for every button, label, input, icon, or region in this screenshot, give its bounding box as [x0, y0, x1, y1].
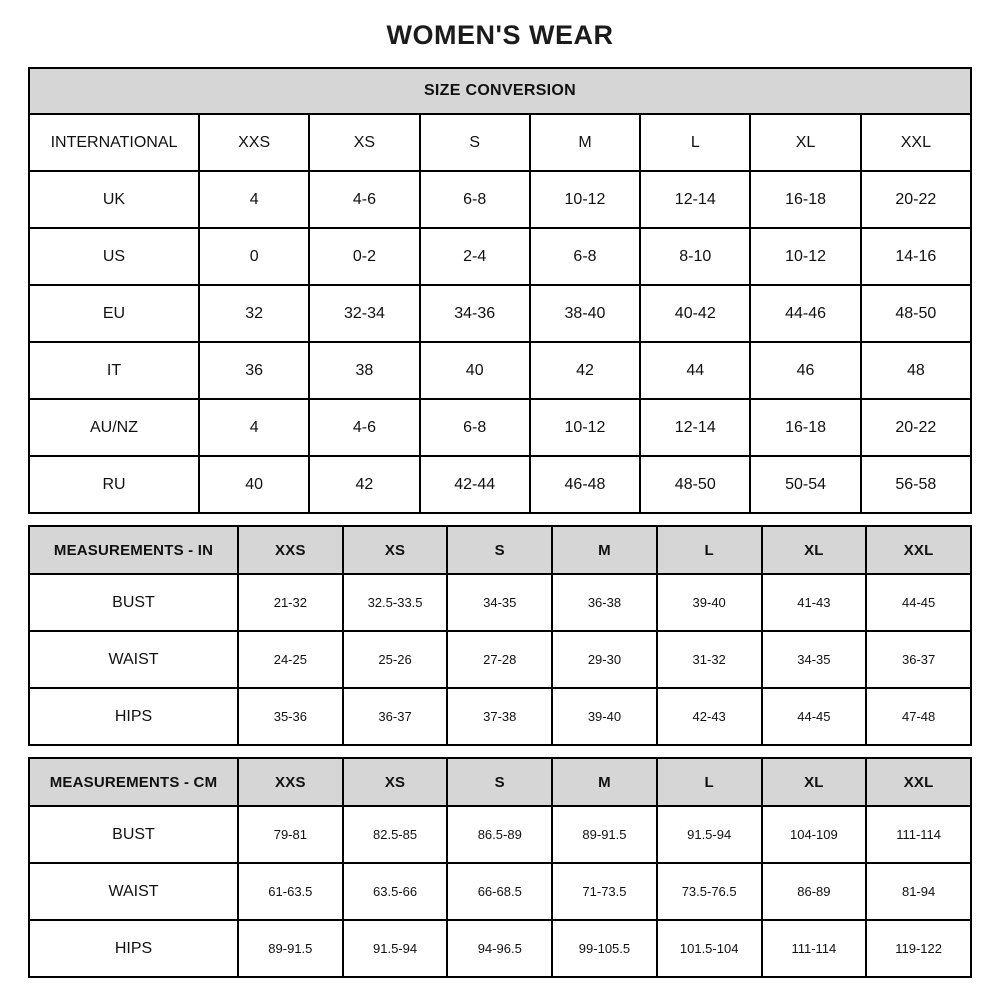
size-column-header: XL	[762, 758, 867, 806]
column-header-size: L	[640, 114, 750, 171]
size-value: 48-50	[861, 285, 971, 342]
measurement-label: BUST	[29, 574, 238, 631]
measurement-value: 24-25	[238, 631, 343, 688]
region-label: IT	[29, 342, 199, 399]
size-column-header: XXS	[238, 526, 343, 574]
size-value: 36	[199, 342, 309, 399]
measurements_cm-header-row	[29, 758, 971, 806]
measurement-value: 47-48	[866, 688, 971, 745]
measurement-label: WAIST	[29, 631, 238, 688]
measurement-value: 111-114	[866, 806, 971, 863]
size-conversion-row	[29, 171, 971, 228]
measurement-label: WAIST	[29, 863, 238, 920]
size-conversion-row	[29, 399, 971, 456]
size-column-header: M	[552, 758, 657, 806]
size-value: 42	[309, 456, 419, 513]
measurement-value: 82.5-85	[343, 806, 448, 863]
measurements_cm-header: MEASUREMENTS - CM	[29, 758, 238, 806]
size-conversion-banner-row	[29, 68, 971, 114]
size-column-header: S	[447, 526, 552, 574]
size-column-header: XXL	[866, 758, 971, 806]
column-header-international: INTERNATIONAL	[29, 114, 199, 171]
column-header-size: M	[530, 114, 640, 171]
size-value: 38	[309, 342, 419, 399]
size-value: 46-48	[530, 456, 640, 513]
size-value: 42-44	[420, 456, 530, 513]
measurement-value: 86-89	[762, 863, 867, 920]
measurement-value: 31-32	[657, 631, 762, 688]
measurement-value: 101.5-104	[657, 920, 762, 977]
region-label: AU/NZ	[29, 399, 199, 456]
measurement-value: 89-91.5	[238, 920, 343, 977]
size-value: 20-22	[861, 171, 971, 228]
size-conversion-row	[29, 342, 971, 399]
measurement-row	[29, 863, 971, 920]
size-value: 6-8	[530, 228, 640, 285]
size-value: 32	[199, 285, 309, 342]
measurement-value: 73.5-76.5	[657, 863, 762, 920]
region-label: EU	[29, 285, 199, 342]
measurement-value: 66-68.5	[447, 863, 552, 920]
size-value: 32-34	[309, 285, 419, 342]
size-value: 10-12	[750, 228, 860, 285]
size-value: 48-50	[640, 456, 750, 513]
size-column-header: M	[552, 526, 657, 574]
measurement-value: 91.5-94	[657, 806, 762, 863]
measurement-value: 34-35	[762, 631, 867, 688]
measurement-value: 71-73.5	[552, 863, 657, 920]
size-value: 6-8	[420, 171, 530, 228]
measurements-in-table	[28, 525, 972, 746]
measurement-value: 37-38	[447, 688, 552, 745]
size-conversion-row	[29, 228, 971, 285]
measurement-row	[29, 631, 971, 688]
measurement-value: 86.5-89	[447, 806, 552, 863]
measurement-value: 44-45	[866, 574, 971, 631]
size-column-header: XXL	[866, 526, 971, 574]
size-value: 12-14	[640, 399, 750, 456]
region-label: US	[29, 228, 199, 285]
measurement-value: 99-105.5	[552, 920, 657, 977]
size-column-header: S	[447, 758, 552, 806]
size-value: 6-8	[420, 399, 530, 456]
size-value: 42	[530, 342, 640, 399]
measurement-value: 35-36	[238, 688, 343, 745]
size-column-header: L	[657, 758, 762, 806]
size-conversion-row	[29, 285, 971, 342]
size-value: 10-12	[530, 399, 640, 456]
measurement-row	[29, 806, 971, 863]
measurement-value: 32.5-33.5	[343, 574, 448, 631]
measurement-row	[29, 920, 971, 977]
size-value: 10-12	[530, 171, 640, 228]
size-column-header: XXS	[238, 758, 343, 806]
measurement-value: 25-26	[343, 631, 448, 688]
region-label: UK	[29, 171, 199, 228]
size-value: 40	[420, 342, 530, 399]
measurement-label: HIPS	[29, 688, 238, 745]
measurements_in-header: MEASUREMENTS - IN	[29, 526, 238, 574]
size-value: 48	[861, 342, 971, 399]
measurement-row	[29, 574, 971, 631]
region-label: RU	[29, 456, 199, 513]
measurement-value: 81-94	[866, 863, 971, 920]
measurement-value: 104-109	[762, 806, 867, 863]
size-value: 20-22	[861, 399, 971, 456]
measurement-value: 39-40	[552, 688, 657, 745]
measurement-value: 42-43	[657, 688, 762, 745]
size-value: 8-10	[640, 228, 750, 285]
size-value: 16-18	[750, 399, 860, 456]
measurement-value: 61-63.5	[238, 863, 343, 920]
size-value: 16-18	[750, 171, 860, 228]
size-value: 44-46	[750, 285, 860, 342]
measurement-value: 111-114	[762, 920, 867, 977]
column-header-size: S	[420, 114, 530, 171]
measurement-label: HIPS	[29, 920, 238, 977]
size-column-header: XS	[343, 758, 448, 806]
size-conversion-column-row	[29, 114, 971, 171]
size-value: 4	[199, 171, 309, 228]
size-value: 4-6	[309, 399, 419, 456]
size-value: 46	[750, 342, 860, 399]
size-value: 50-54	[750, 456, 860, 513]
size-value: 0-2	[309, 228, 419, 285]
size-value: 56-58	[861, 456, 971, 513]
size-value: 40-42	[640, 285, 750, 342]
size-value: 34-36	[420, 285, 530, 342]
measurement-label: BUST	[29, 806, 238, 863]
size-conversion-header: SIZE CONVERSION	[29, 68, 971, 114]
page-title: WOMEN'S WEAR	[386, 20, 614, 50]
measurement-value: 94-96.5	[447, 920, 552, 977]
measurement-value: 41-43	[762, 574, 867, 631]
size-value: 4	[199, 399, 309, 456]
size-value: 4-6	[309, 171, 419, 228]
size-value: 0	[199, 228, 309, 285]
size-column-header: XS	[343, 526, 448, 574]
measurement-value: 29-30	[552, 631, 657, 688]
size-column-header: XL	[762, 526, 867, 574]
measurement-value: 39-40	[657, 574, 762, 631]
size-conversion-row	[29, 456, 971, 513]
column-header-size: XXL	[861, 114, 971, 171]
measurement-value: 21-32	[238, 574, 343, 631]
measurement-value: 27-28	[447, 631, 552, 688]
measurement-value: 36-37	[343, 688, 448, 745]
measurement-value: 119-122	[866, 920, 971, 977]
measurement-value: 34-35	[447, 574, 552, 631]
size-value: 44	[640, 342, 750, 399]
measurement-value: 36-38	[552, 574, 657, 631]
measurement-value: 36-37	[866, 631, 971, 688]
size-value: 12-14	[640, 171, 750, 228]
column-header-size: XS	[309, 114, 419, 171]
measurement-value: 91.5-94	[343, 920, 448, 977]
size-value: 38-40	[530, 285, 640, 342]
measurements-cm-table	[28, 757, 972, 978]
measurement-value: 89-91.5	[552, 806, 657, 863]
measurement-value: 63.5-66	[343, 863, 448, 920]
measurement-row	[29, 688, 971, 745]
measurement-value: 79-81	[238, 806, 343, 863]
size-value: 40	[199, 456, 309, 513]
size-column-header: L	[657, 526, 762, 574]
size-conversion-table	[28, 67, 972, 514]
column-header-size: XL	[750, 114, 860, 171]
size-value: 14-16	[861, 228, 971, 285]
column-header-size: XXS	[199, 114, 309, 171]
size-value: 2-4	[420, 228, 530, 285]
measurement-value: 44-45	[762, 688, 867, 745]
measurements_in-header-row	[29, 526, 971, 574]
